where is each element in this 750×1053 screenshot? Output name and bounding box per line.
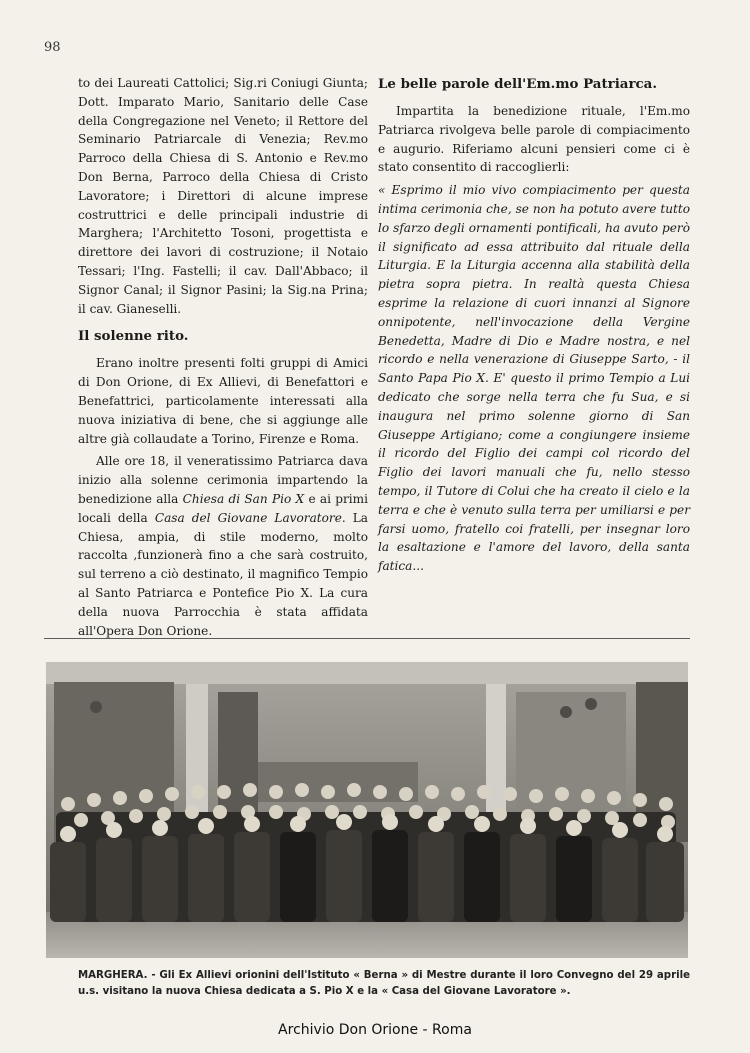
ceremony-text-2: e ai primi locali della [78, 491, 368, 525]
house-name: Casa del Giovane Lavoratore [154, 510, 342, 525]
patriarch-intro-paragraph: Impartita la benedizione rituale, l'Em.mo Patriarca rivolgeva belle parole di compiacimento e augurio. Riferiamo alcuni pensieri come ci è stato consentito di raccoglierli: [378, 104, 690, 175]
church-name: Chiesa di San Pio X [182, 491, 305, 506]
photo-caption [78, 968, 690, 1000]
right-column [378, 74, 690, 580]
ceremony-text-3: . La Chiesa, ampia, di stile moderno, molto raccolta ,funzionerà fino a che sarà costruito, sul terreno a ciò destinato, il magnifico Tempio al Santo Patriarca e Pontefice Pio X. La cura della nuova Parrocchia è stata affidata all'Opera Don Orione. [78, 510, 368, 638]
left-column [78, 74, 368, 644]
horizontal-divider [44, 638, 690, 639]
group-photo-icon [46, 662, 688, 958]
patriarch-quote: « Esprimo il mio vivo compiacimento per questa intima cerimonia che, se non ha potuto avere tutto lo sfarzo degli ornamenti pontificali, ha avuto però il significato ad essa attribuito dal rituale della Liturgia. E la Liturgia accenna alla stabilità della pietra sopra pietra. In realtà questa Chiesa esprime la relazione di cuori innanzi al Signore onnipotente, nell'invocazione della Vergine Benedetta, Madre di Dio e Madre nostra, e nel ricordo e nella venerazione di Giuseppe Sarto, - il Santo Papa Pio X. E' questo il primo Tempio a Lui dedicato che sorge nella terra che fu Sua, e si inaugura nel primo solenne giorno di San Giuseppe Artigiano; come a congiungere insieme il ricordo del Figlio dei campi col ricordo del Figlio dei lavori manuali che fu, nello stesso tempo, il Tutore di Colui che ha creato il cielo e la terra e che è venuto sulla terra per umiliarsi e per farsi uomo, fratello coi fratelli, per insegnar loro la esaltazione e l'amore del lavoro, della santa fatica... [378, 183, 690, 574]
group-photo [46, 662, 688, 958]
ceremony-text-1: Alle ore 18, il veneratissimo Patriarca dava inizio alla solenne cerimonia impartendo la benedizione alla [78, 454, 368, 506]
page-number: 98 [44, 40, 61, 55]
guest-list-paragraph: to dei Laureati Cattolici; Sig.ri Coniugi Giunta; Dott. Imparato Mario, Sanitario delle Case della Congregazione nel Veneto; il Rettore del Seminario Patriarcale di Venezia; Rev.mo Parroco della Chiesa di S. Antonio e Rev.mo Don Berna, Parroco della Chiesa di Cristo Lavoratore; i Direttori di alcune imprese costruttrici e delle principali industrie di Marghera; l'Architetto Tosoni, progettista e direttore dei lavori di costruzione; il Notaio Tessari; l'Ing. Fastelli; il cav. Dall'Abbaco; il Signor Canal; il Signor Pasini; la Sig.na Prina; il cav. Gianeselli. [78, 76, 368, 316]
attendees-paragraph: Erano inoltre presenti folti gruppi di Amici di Don Orione, di Ex Allievi, di Benefattori e Benefattrici, particolamente interessati alla nuova iniziativa di bene, che si aggiunge alle altre già collaudate a Torino, Firenze e Roma. [78, 356, 368, 446]
section-heading-patriarch: Le belle parole dell'Em.mo Patriarca. [378, 76, 658, 92]
archive-footer: Archivio Don Orione - Roma [278, 1022, 472, 1038]
caption-text: - Gli Ex Allievi orionini dell'Istituto « Berna » di Mestre durante il loro Convegno del 29 aprile u.s. visitano la nuova Chiesa dedicata a S. Pio X e la « Casa del Giovane Lavoratore ». [78, 970, 690, 997]
ceremony-paragraph [78, 452, 368, 640]
caption-place: MARGHERA. [78, 970, 148, 981]
section-heading-rite: Il solenne rito. [78, 328, 189, 345]
